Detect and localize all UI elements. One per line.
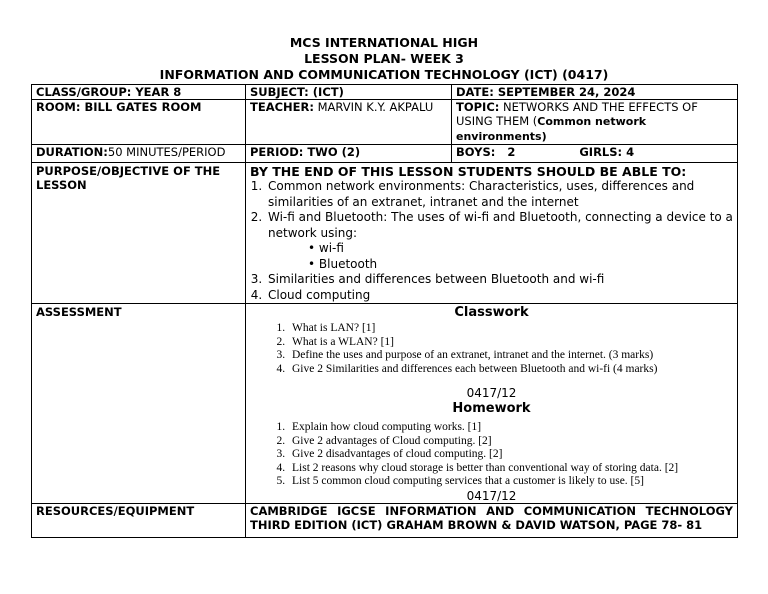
- lesson-plan-table: [31, 84, 738, 538]
- list-item: 3. Define the uses and purpose of an extranet, intranet and the internet. (3 marks): [288, 349, 733, 363]
- assessment-cell: [246, 304, 738, 504]
- homework-title: Homework: [452, 401, 531, 416]
- list-item: 1. What is LAN? [1]: [288, 322, 733, 336]
- table-row: [32, 145, 738, 163]
- objective-wifi-bluetooth: Wi-fi and Bluetooth: The uses of wi-fi and Bluetooth, connecting a device to a network using:: [268, 210, 733, 240]
- list-item: 1. Common network environments: Characteristics, uses, differences and similarities of an extranet, intranet and the internet: [266, 179, 733, 210]
- topic-label: TOPIC:: [456, 100, 500, 114]
- plan-title: LESSON PLAN- WEEK 3: [304, 51, 464, 66]
- table-row: [32, 100, 738, 145]
- document-header: [0, 35, 768, 83]
- teacher-label: TEACHER:: [250, 100, 314, 114]
- list-item: 4. List 2 reasons why cloud storage is better than conventional way of storing data. [2]: [288, 462, 733, 476]
- assessment-label: ASSESSMENT: [32, 304, 246, 504]
- school-name: MCS INTERNATIONAL HIGH: [289, 35, 479, 50]
- list-item: 5. List 5 common cloud computing services that a customer is likely to use. [5]: [288, 475, 733, 489]
- teacher-name: MARVIN K.Y. AKPALU: [313, 100, 434, 114]
- list-item: 4. Cloud computing: [266, 288, 733, 304]
- list-item: 3. Give 2 disadvantages of cloud computing. [2]: [288, 448, 733, 462]
- topic-bold: Common network environments): [456, 115, 647, 143]
- table-row: [32, 163, 738, 304]
- list-item: [266, 210, 733, 272]
- table-row: [32, 85, 738, 100]
- list-item: 1. Explain how cloud computing works. [1]: [288, 421, 733, 435]
- resources-text: CAMBRIDGE IGCSE INFORMATION AND COMMUNICATION TECHNOLOGY THIRD EDITION (ICT) GRAHAM BROWN & DAVID WATSON, PAGE 78- 81: [246, 503, 738, 537]
- classwork-title: Classwork: [454, 305, 529, 320]
- table-row: [32, 503, 738, 537]
- topic-cell: [452, 100, 738, 145]
- girls-count: GIRLS: 4: [579, 145, 635, 159]
- subject-title: INFORMATION AND COMMUNICATION TECHNOLOGY (ICT) (0417): [159, 67, 609, 82]
- topic-text: NETWORKS AND THE EFFECTS OF USING THEM (: [456, 100, 698, 128]
- list-item: 2. What is a WLAN? [1]: [288, 336, 733, 350]
- duration-label: DURATION:: [36, 145, 108, 159]
- objectives-heading: BY THE END OF THIS LESSON STUDENTS SHOULD BE ABLE TO:: [250, 164, 687, 179]
- resources-label: RESOURCES/EQUIPMENT: [32, 503, 246, 537]
- list-item: • wi-fi: [306, 241, 733, 257]
- objective-label: PURPOSE/OBJECTIVE OF THE LESSON: [32, 163, 246, 304]
- subject-cell: SUBJECT: (ICT): [246, 85, 452, 100]
- period-cell: PERIOD: TWO (2): [246, 145, 452, 163]
- homework-code: 0417/12: [466, 488, 517, 503]
- boys-count: BOYS: 2: [456, 145, 516, 159]
- classwork-list: [250, 322, 733, 376]
- table-row: [32, 304, 738, 504]
- list-item: 4. Give 2 Similarities and differences each between Bluetooth and wi-fi (4 marks): [288, 363, 733, 377]
- teacher-cell: [246, 100, 452, 145]
- date-cell: DATE: SEPTEMBER 24, 2024: [452, 85, 738, 100]
- objectives-list: [250, 179, 733, 303]
- homework-list: [250, 421, 733, 489]
- list-item: 3. Similarities and differences between Bluetooth and wi-fi: [266, 272, 733, 288]
- objectives-cell: [246, 163, 738, 304]
- duration-cell: [32, 145, 246, 163]
- list-item: 2. Give 2 advantages of Cloud computing. [2]: [288, 435, 733, 449]
- list-item: • Bluetooth: [306, 257, 733, 273]
- students-cell: [452, 145, 738, 163]
- class-group-cell: CLASS/GROUP: YEAR 8: [32, 85, 246, 100]
- duration-value: 50 MINUTES/PERIOD: [107, 145, 226, 159]
- sub-list: [268, 241, 733, 272]
- classwork-code: 0417/12: [466, 386, 517, 400]
- room-cell: ROOM: BILL GATES ROOM: [32, 100, 246, 145]
